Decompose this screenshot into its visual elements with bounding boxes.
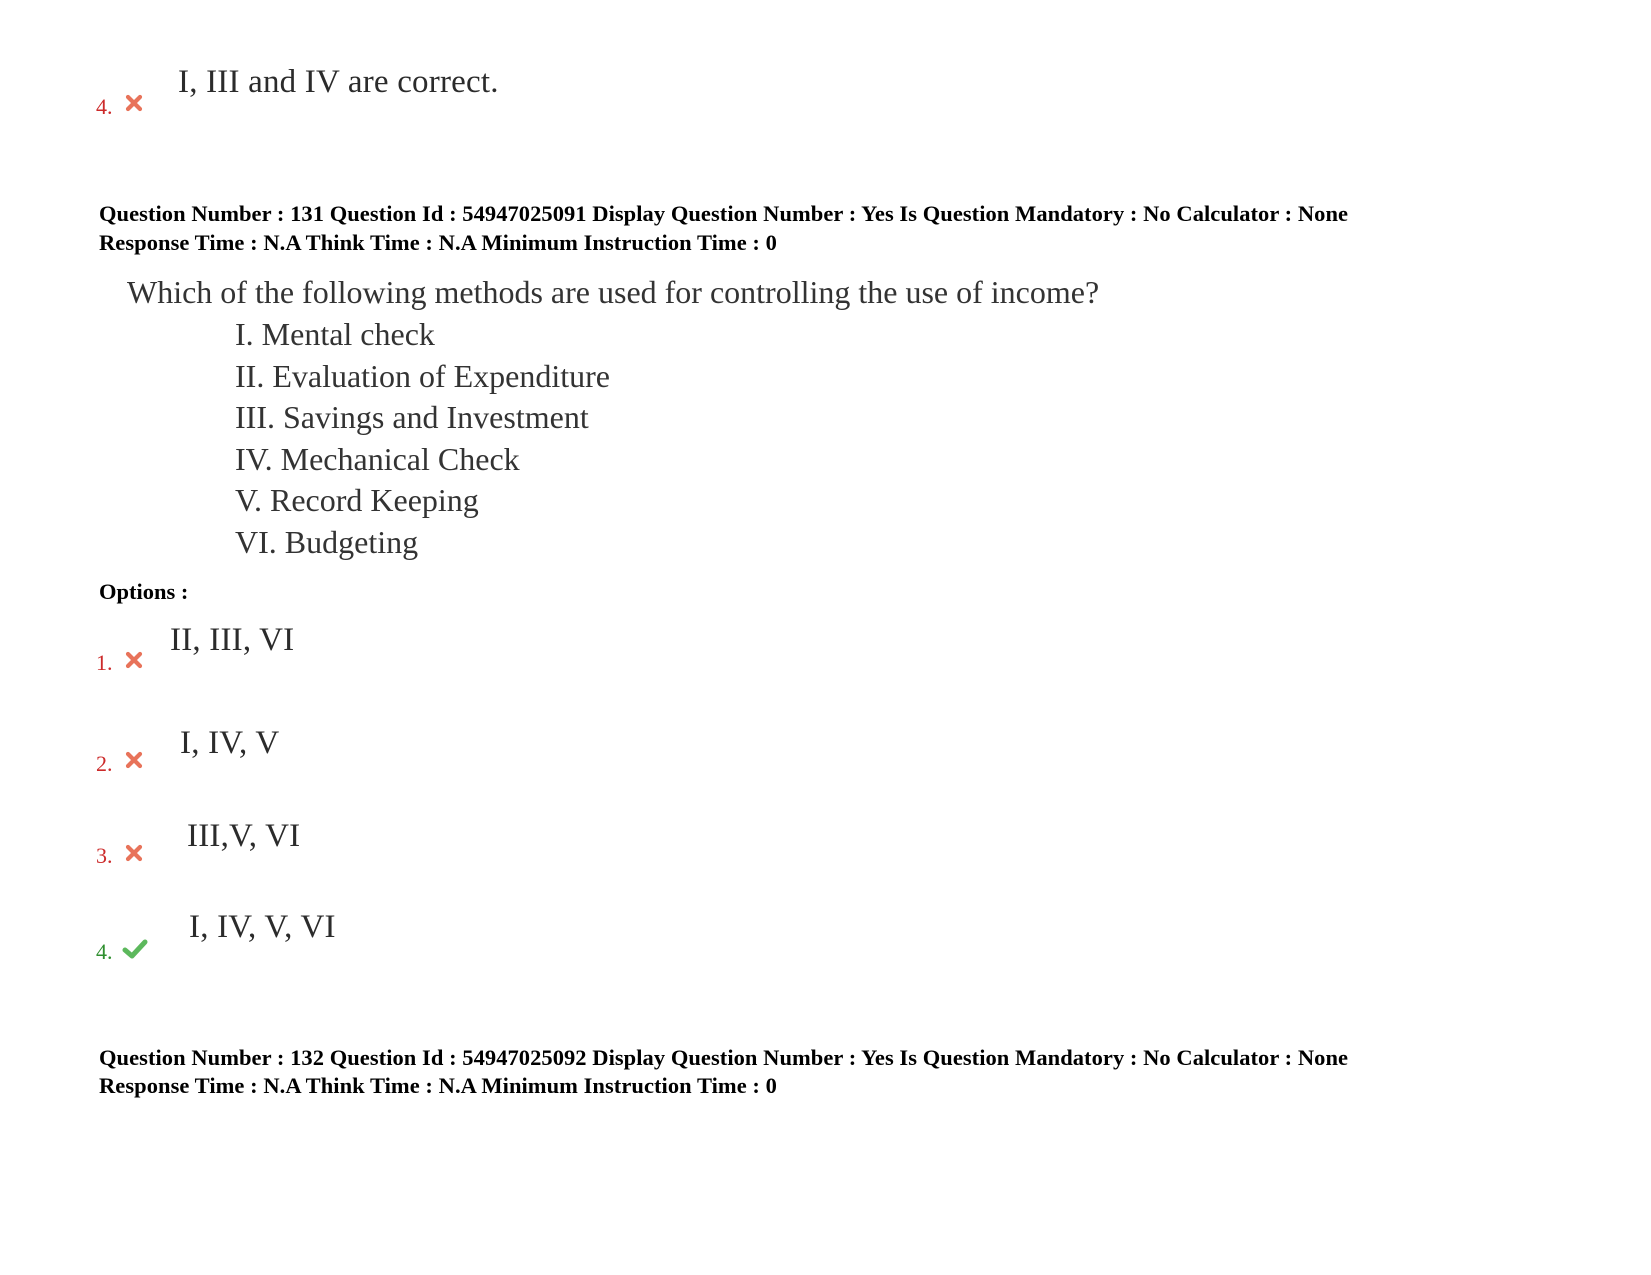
option-text: I, IV, V — [180, 725, 280, 761]
cross-icon — [124, 843, 144, 863]
cross-icon — [124, 650, 144, 670]
cross-icon — [124, 93, 144, 113]
statement-item: III. Savings and Investment — [235, 399, 589, 435]
option-text: I, IV, V, VI — [189, 909, 336, 945]
question-meta-line-1: Question Number : 131 Question Id : 54947025091 Display Question Number : Yes Is Question Mandatory : No Calculator : None — [99, 201, 1349, 226]
question-stem: Which of the following methods are used for controlling the use of income? — [127, 274, 1100, 310]
statement-item: V. Record Keeping — [235, 482, 479, 518]
question-meta-line-1: Question Number : 132 Question Id : 54947025092 Display Question Number : Yes Is Question Mandatory : No Calculator : None — [99, 1045, 1349, 1070]
question-meta-line-2: Response Time : N.A Think Time : N.A Minimum Instruction Time : 0 — [99, 230, 777, 255]
option-number: 1. — [96, 650, 113, 675]
options-label: Options : — [99, 579, 189, 604]
option-text: III,V, VI — [187, 818, 301, 854]
option-number: 2. — [96, 751, 113, 776]
statement-item: IV. Mechanical Check — [235, 440, 520, 477]
statement-item: II. Evaluation of Expenditure — [235, 357, 610, 394]
option-text: II, III, VI — [170, 622, 295, 658]
question-meta-line-2: Response Time : N.A Think Time : N.A Minimum Instruction Time : 0 — [99, 1073, 777, 1098]
statement-item: VI. Budgeting — [235, 523, 419, 560]
option-text: I, III and IV are correct. — [178, 64, 499, 100]
option-number: 4. — [96, 939, 113, 964]
statement-item: I. Mental check — [235, 316, 435, 352]
check-icon — [122, 938, 148, 960]
option-number: 4. — [96, 94, 113, 119]
statement-list — [235, 313, 610, 562]
cross-icon — [124, 750, 144, 770]
option-number: 3. — [96, 843, 113, 868]
